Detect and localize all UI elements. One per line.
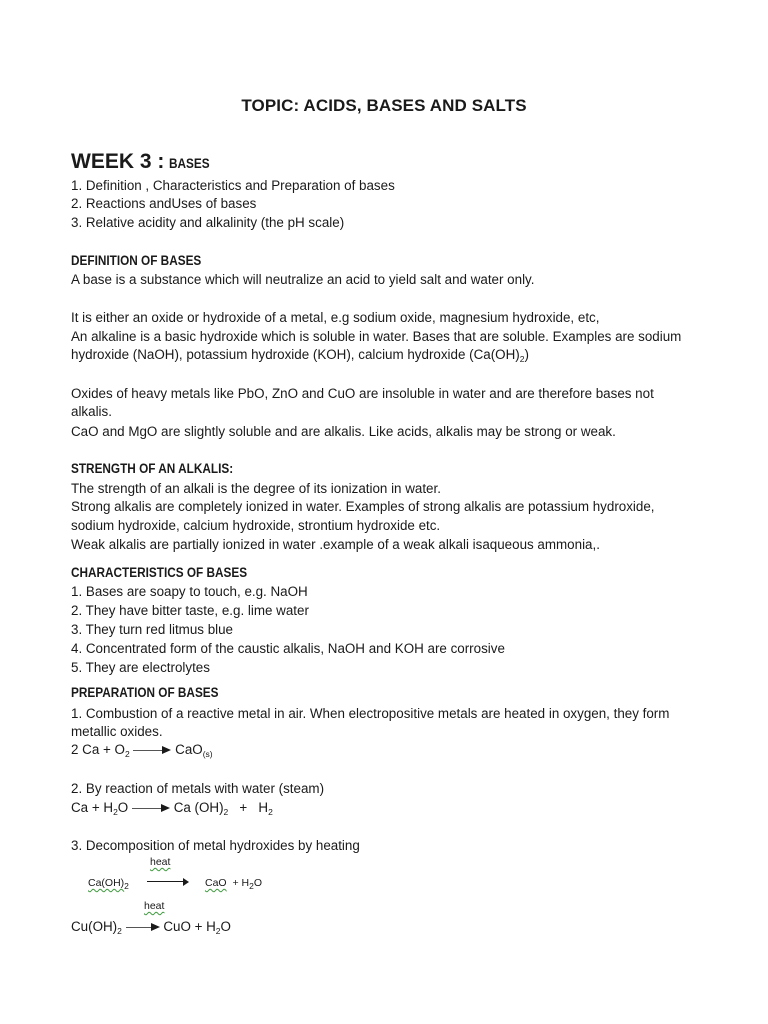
outline-item: 1. Definition , Characteristics and Preparation of bases (71, 178, 395, 193)
paragraph-line: 2. By reaction of metals with water (steam) (71, 781, 325, 796)
heat-label: heat (150, 856, 171, 868)
paragraph-line: The strength of an alkali is the degree of its ionization in water. (71, 481, 441, 496)
arrow-icon (132, 803, 170, 813)
week-topic: BASES (168, 156, 210, 171)
arrow-icon (126, 922, 160, 932)
paragraph-line: sodium hydroxide, calcium hydroxide, strontium hydroxide etc. (71, 518, 441, 533)
equation-calcium-hydroxide-lhs: $Ca(OH)_2$ (88, 877, 129, 891)
paragraph-line: Weak alkalis are partially ionized in water .example of a weak alkali isaqueous ammonia,. (71, 537, 600, 552)
arrow-icon (133, 745, 171, 755)
heat-label: heat (144, 900, 165, 912)
list-item: 1. Bases are soapy to touch, e.g. NaOH (71, 584, 308, 599)
outline-item: 3. Relative acidity and alkalinity (the pH scale) (71, 215, 345, 230)
page-title: TOPIC: ACIDS, BASES AND SALTS (241, 96, 527, 115)
paragraph-line: hydroxide (NaOH), potassium hydroxide (KOH), calcium hydroxide $(Ca(OH)_2)$ (71, 347, 529, 364)
list-item: 3. They turn red litmus blue (71, 622, 234, 637)
week-label: WEEK 3 : (71, 150, 165, 173)
paragraph-line: 1. Combustion of a reactive metal in air. When electropositive metals are heated in oxygen, they form (71, 706, 670, 721)
paragraph-line: Oxides of heavy metals like PbO, ZnO and CuO are insoluble in water and are therefore bases not (71, 386, 654, 401)
equation-combustion: 2 $Ca + O_2$ CaO$_{(s)}$ (71, 742, 213, 759)
paragraph-line: Strong alkalis are completely ionized in water. Examples of strong alkalis are potassium hydroxide, (71, 499, 655, 514)
section-heading-strength: STRENGTH OF AN ALKALIS: (71, 461, 234, 476)
equation-steam: $Ca + H_2O$ Ca $(OH)_2 + H_2$ (71, 800, 273, 817)
paragraph-line: 3. Decomposition of metal hydroxides by heating (71, 838, 360, 853)
list-item: 4. Concentrated form of the caustic alkalis, NaOH and KOH are corrosive (71, 641, 505, 656)
paragraph-line: metallic oxides. (71, 724, 163, 739)
list-item: 2. They have bitter taste, e.g. lime water (71, 603, 309, 618)
equation-copper-hydroxide: $Cu(OH)_2$ CuO + $H_2O$ (71, 919, 231, 936)
section-heading-preparation: PREPARATION OF BASES (71, 685, 219, 700)
equation-calcium-hydroxide-rhs: CaO + $H_2O$ (205, 877, 262, 891)
paragraph-line: An alkaline is a basic hydroxide which is soluble in water. Bases that are soluble. Examples are sodium (71, 329, 682, 344)
section-heading-characteristics: CHARACTERISTICS OF BASES (71, 565, 248, 580)
week-heading (71, 150, 215, 174)
section-heading-definition: DEFINITION OF BASES (71, 253, 202, 268)
outline-item: 2. Reactions andUses of bases (71, 196, 257, 211)
list-item: 5. They are electrolytes (71, 660, 210, 675)
paragraph-line: A base is a substance which will neutralize an acid to yield salt and water only. (71, 272, 535, 287)
paragraph-line: CaO and MgO are slightly soluble and are alkalis. Like acids, alkalis may be strong or weak. (71, 424, 616, 439)
arrow-icon (147, 881, 187, 882)
paragraph-line: It is either an oxide or hydroxide of a metal, e.g sodium oxide, magnesium hydroxide, etc, (71, 310, 600, 325)
paragraph-line: alkalis. (71, 404, 112, 419)
